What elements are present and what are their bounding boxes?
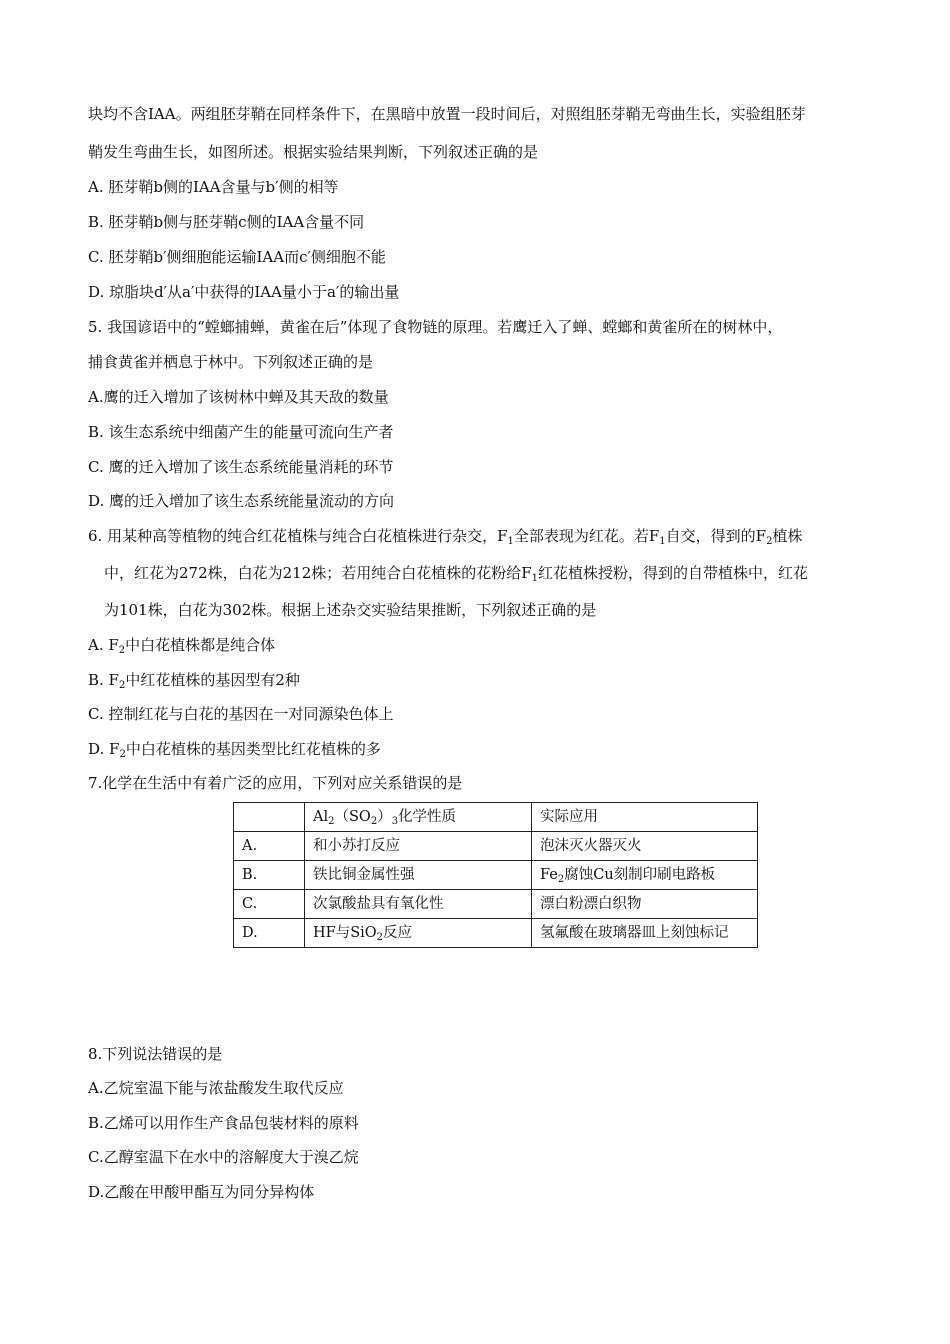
- q6-stem-line-2: 中，红花为272株，白花为212株；若用纯合白花植株的花粉给$F_1$红花植株授粉，得到的自带植株中，红花: [104, 564, 809, 584]
- q6-stem-line-1: 6. 用某种高等植物的纯合红花植株与纯合白花植株进行杂交，$F_1$全部表现为红花。若$F_1$自交，得到的$F_2$植株: [88, 527, 803, 547]
- q5-option-b: B. 该生态系统中细菌产生的能量可流向生产者: [88, 423, 394, 441]
- table-row: [234, 890, 758, 919]
- table-cell: 氢氟酸在玻璃器皿上刻蚀标记: [532, 919, 758, 948]
- table-cell: HF与SiO$_2$反应: [305, 919, 532, 948]
- q8-option-b: B.乙烯可以用作生产食品包装材料的原料: [88, 1114, 359, 1132]
- table-cell: 次氯酸盐具有氧化性: [305, 890, 532, 919]
- q5-option-d: D. 鹰的迁入增加了该生态系统能量流动的方向: [88, 492, 395, 510]
- q6-option-a: A. $F_2$中白花植株都是纯合体: [88, 636, 276, 656]
- q8-option-c: C.乙醇室温下在水中的溶解度大于溴乙烷: [88, 1148, 359, 1166]
- q4-option-a: A. 胚芽鞘b侧的IAA含量与b′侧的相等: [88, 178, 339, 196]
- q5-stem-line-2: 捕食黄雀并栖息于林中。下列叙述正确的是: [88, 353, 374, 371]
- q6-option-c: C. 控制红花与白花的基因在一对同源染色体上: [88, 705, 394, 723]
- table-header-cell: [234, 803, 305, 832]
- table-cell: 泡沫灭火器灭火: [532, 832, 758, 861]
- q8-option-d: D.乙酸在甲酸甲酯互为同分异构体: [88, 1183, 315, 1201]
- table-header-cell: $Al_2(SO_2)_3$化学性质: [305, 803, 532, 832]
- table-cell: C.: [234, 890, 305, 919]
- q4-stem-line-2: 鞘发生弯曲生长，如图所述。根据实验结果判断，下列叙述正确的是: [88, 143, 539, 161]
- table-cell: $Fe_2$腐蚀Cu刻制印刷电路板: [532, 861, 758, 890]
- q7-table: [233, 802, 758, 948]
- table-cell: B.: [234, 861, 305, 890]
- table-header-row: [234, 803, 758, 832]
- table-cell: 漂白粉漂白织物: [532, 890, 758, 919]
- table-cell: D.: [234, 919, 305, 948]
- table-cell: 铁比铜金属性强: [305, 861, 532, 890]
- q5-stem-line-1: 5. 我国谚语中的“螳螂捕蝉，黄雀在后”体现了食物链的原理。若鹰迁入了蝉、螳螂和黄雀所在的树林中，: [88, 318, 783, 336]
- q6-option-d: D. $F_2$中白花植株的基因类型比红花植株的多: [88, 740, 381, 760]
- q4-stem-line-1: 块均不含IAA。两组胚芽鞘在同样条件下，在黑暗中放置一段时间后，对照组胚芽鞘无弯曲生长，实验组胚芽: [88, 105, 806, 123]
- q5-option-c: C. 鹰的迁入增加了该生态系统能量消耗的环节: [88, 458, 394, 476]
- q8-option-a: A.乙烷室温下能与浓盐酸发生取代反应: [88, 1079, 344, 1097]
- q8-stem: 8.下列说法错误的是: [88, 1045, 223, 1063]
- q4-option-d: D. 琼脂块d′从a′中获得的IAA量小于a′的输出量: [88, 283, 400, 301]
- table-cell: A.: [234, 832, 305, 861]
- q5-option-a: A.鹰的迁入增加了该树林中蝉及其天敌的数量: [88, 388, 389, 406]
- q6-option-b: B. $F_2$中红花植株的基因型有2种: [88, 671, 300, 691]
- table-row: [234, 919, 758, 948]
- q4-option-b: B. 胚芽鞘b侧与胚芽鞘c侧的IAA含量不同: [88, 213, 365, 231]
- q4-option-c: C. 胚芽鞘b′侧细胞能运输IAA而c′侧细胞不能: [88, 248, 386, 266]
- q7-stem: 7.化学在生活中有着广泛的应用，下列对应关系错误的是: [88, 774, 463, 792]
- table-row: [234, 861, 758, 890]
- table-row: [234, 832, 758, 861]
- q6-stem-line-3: 为101株，白花为302株。根据上述杂交实验结果推断，下列叙述正确的是: [104, 601, 597, 619]
- table-header-cell: 实际应用: [532, 803, 758, 832]
- table-cell: 和小苏打反应: [305, 832, 532, 861]
